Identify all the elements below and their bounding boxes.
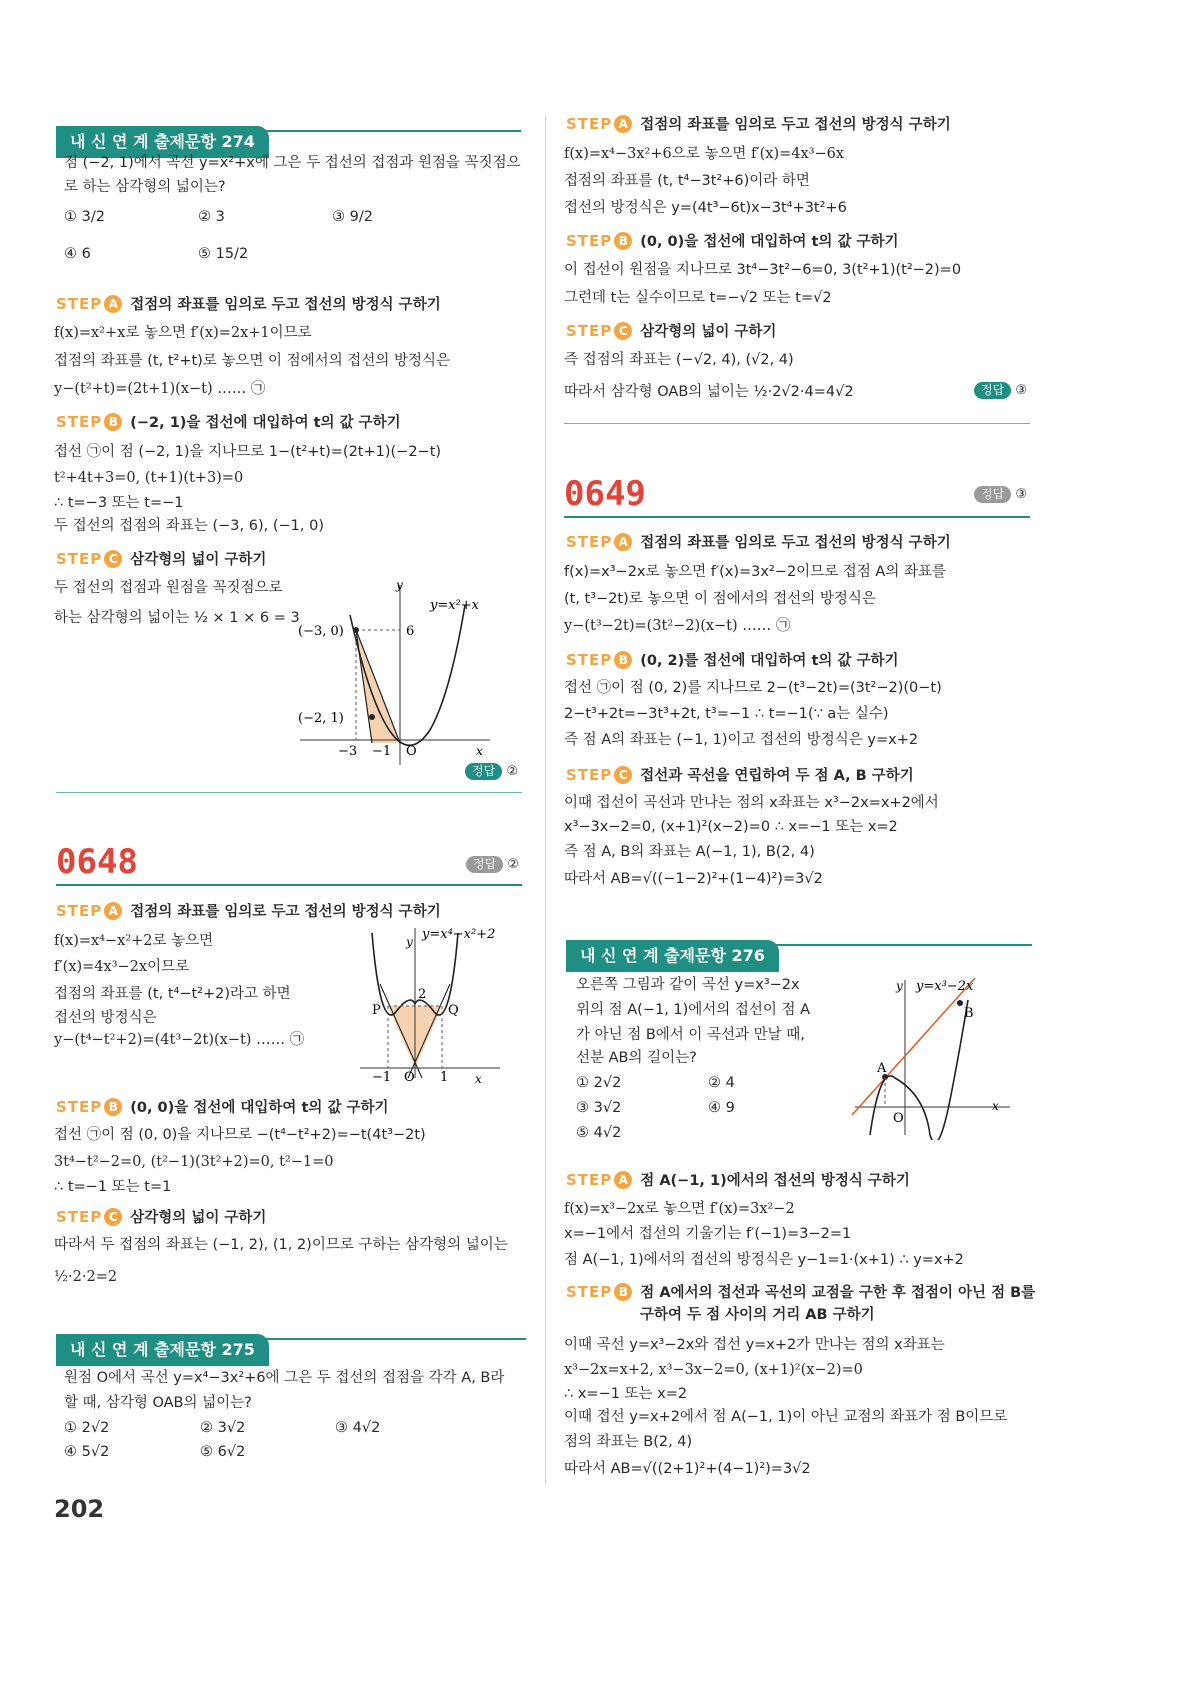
solution-line: x³−3x−2=0, (x+1)²(x−2)=0 ∴ x=−1 또는 x=2 (564, 819, 898, 835)
solution-line: f(x)=x⁴−x²+2로 놓으면 (54, 933, 214, 949)
answer-badge (466, 856, 519, 873)
solution-line: 이 접선이 원점을 지나므로 3t⁴−3t²−6=0, 3(t²+1)(t²−2)=0 (564, 262, 962, 278)
step-letter-icon: A (614, 533, 632, 551)
step-tag: STEP (566, 1171, 613, 1189)
step-tag: STEP (56, 550, 103, 568)
problem-rule (564, 516, 1030, 518)
solution-line: 즉 점 A의 좌표는 (−1, 1)이고 접선의 방정식은 y=x+2 (564, 732, 919, 748)
choice-3: ③ 9/2 (332, 209, 373, 225)
step-letter-icon: B (104, 413, 122, 431)
step-c-title (566, 319, 776, 344)
choice-1: ① 2√2 (64, 1420, 110, 1436)
problem-number: 0649 (564, 474, 646, 514)
step-c-title (56, 1205, 266, 1230)
section-divider (564, 423, 1030, 424)
solution-line: 따라서 AB=√((2+1)²+(4−1)²)=3√2 (564, 1461, 811, 1477)
step-letter-icon: B (614, 1283, 632, 1301)
step-title-text: 접점의 좌표를 임의로 두고 접선의 방정식 구하기 (130, 904, 441, 920)
graph-274 (290, 575, 510, 770)
solution-line: 그런데 t는 실수이므로 t=−√2 또는 t=√2 (564, 290, 832, 306)
step-a-title (566, 530, 951, 555)
choice-3: ③ 4√2 (335, 1420, 381, 1436)
solution-line: f(x)=x⁴−3x²+6으로 놓으면 f′(x)=4x³−6x (564, 146, 845, 162)
choice-3: ③ 3√2 (576, 1100, 622, 1116)
solution-line: 접선 ㉠이 점 (0, 2)를 지나므로 2−(t³−2t)=(3t²−2)(0−t) (564, 680, 942, 696)
solution-line: 즉 접점의 좌표는 (−√2, 4), (√2, 4) (564, 352, 794, 368)
origin-label: O (893, 1111, 904, 1126)
step-a-title (56, 292, 441, 317)
solution-line: 따라서 AB=√((−1−2)²+(1−4)²)=3√2 (564, 871, 823, 887)
question-line: 오른쪽 그림과 같이 곡선 y=x³−2x (576, 977, 800, 993)
solution-line: f(x)=x²+x로 놓으면 f′(x)=2x+1이므로 (54, 325, 312, 341)
step-letter-icon: A (104, 295, 122, 313)
curve-label: y=x²+x (430, 598, 480, 613)
solution-line: y−(t⁴−t²+2)=(4t³−2t)(x−t) …… ㉠ (54, 1032, 305, 1048)
origin-label: O (404, 1070, 415, 1083)
tick-label: 2 (418, 987, 427, 1002)
tick-label: −1 (372, 744, 392, 759)
step-tag: STEP (56, 1208, 103, 1226)
step-c-title (566, 763, 914, 788)
point-label: A (877, 1061, 887, 1076)
step-tag: STEP (566, 1283, 613, 1301)
step-title-text: 삼각형의 넓이 구하기 (130, 552, 267, 568)
solution-line: 이때 접선 y=x+2에서 점 A(−1, 1)이 아닌 교점의 좌표가 점 B이므로 (564, 1409, 1008, 1425)
solution-line: 하는 삼각형의 넓이는 ½ × 1 × 6 = 3 (54, 610, 300, 626)
column-divider (545, 115, 546, 1485)
solution-line: 2−t³+2t=−3t³+2t, t³=−1 ∴ t=−1(∵ a는 실수) (564, 706, 889, 722)
page-number: 202 (54, 1495, 105, 1523)
step-tag: STEP (566, 232, 613, 250)
step-letter-icon: C (614, 322, 632, 340)
step-tag: STEP (566, 766, 613, 784)
solution-line: t²+4t+3=0, (t+1)(t+3)=0 (54, 470, 244, 486)
point-label: B (964, 1006, 974, 1021)
solution-line: f(x)=x³−2x로 놓으면 f′(x)=3x²−2 (564, 1201, 795, 1217)
step-title-text: 점 A에서의 접선과 곡선의 교점을 구한 후 접점이 아닌 점 B를 (640, 1285, 1036, 1301)
solution-line: 두 접선의 접점의 좌표는 (−3, 6), (−1, 0) (54, 518, 324, 534)
tick-label: −3 (338, 744, 358, 759)
question-line: 원점 O에서 곡선 y=x⁴−3x²+6에 그은 두 접선의 접점을 각각 A, B라 (64, 1370, 505, 1386)
step-title-text: (0, 2)를 접선에 대입하여 t의 값 구하기 (640, 653, 899, 669)
step-a-title (566, 1168, 910, 1193)
step-title-text: 삼각형의 넓이 구하기 (640, 324, 777, 340)
choice-2: ② 3√2 (200, 1420, 246, 1436)
answer-value: ② (506, 764, 518, 779)
solution-line: 두 접선의 접점과 원점을 꼭짓점으로 (54, 580, 283, 596)
point-label: Q (448, 1003, 459, 1018)
tick-label: 1 (440, 1070, 449, 1083)
step-b-title (566, 229, 899, 254)
answer-label: 정답 (465, 763, 502, 780)
step-a-title (566, 112, 951, 137)
answer-badge (465, 763, 518, 780)
problem-275-banner (56, 1334, 526, 1368)
step-b-title (566, 1280, 1035, 1305)
step-title-text: 점 A(−1, 1)에서의 접선의 방정식 구하기 (640, 1173, 910, 1189)
banner-label: 내 신 연 계 출제문항 275 (56, 1334, 269, 1366)
step-letter-icon: A (614, 115, 632, 133)
step-letter-icon: C (614, 766, 632, 784)
solution-line: 점 A(−1, 1)에서의 접선의 방정식은 y−1=1·(x+1) ∴ y=x+2 (564, 1252, 964, 1268)
answer-value: ② (507, 857, 519, 872)
step-b-title (566, 648, 899, 673)
y-axis-label: y (896, 979, 903, 993)
y-axis-label: y (396, 578, 403, 592)
step-title-text: 접선과 곡선을 연립하여 두 점 A, B 구하기 (640, 768, 914, 784)
choice-4: ④ 9 (708, 1100, 735, 1116)
answer-badge (974, 486, 1027, 503)
banner-label: 내 신 연 계 출제문항 274 (56, 126, 269, 158)
choice-5: ⑤ 6√2 (200, 1444, 246, 1460)
answer-label: 정답 (974, 382, 1011, 399)
solution-line: 이때 곡선 y=x³−2x와 접선 y=x+2가 만나는 점의 x좌표는 (564, 1337, 945, 1353)
solution-line: f(x)=x³−2x로 놓으면 f′(x)=3x²−2이므로 접점 A의 좌표를 (564, 564, 946, 580)
step-tag: STEP (56, 902, 103, 920)
step-title-text: (0, 0)을 접선에 대입하여 t의 값 구하기 (130, 1100, 389, 1116)
answer-value: ③ (1015, 383, 1027, 398)
solution-line: y−(t²+t)=(2t+1)(x−t) …… ㉠ (54, 381, 266, 397)
curve-label: y=x⁴−x²+2 (422, 927, 496, 942)
problem-rule (56, 884, 522, 886)
step-tag: STEP (566, 651, 613, 669)
solution-line: 접점의 좌표를 (t, t²+t)로 놓으면 이 점에서의 접선의 방정식은 (54, 353, 450, 369)
section-divider (56, 792, 522, 793)
solution-line: f′(x)=4x³−2x이므로 (54, 959, 190, 975)
x-axis-label: x (475, 1072, 482, 1083)
point-label: (−3, 0) (298, 624, 344, 639)
solution-line: 따라서 삼각형 OAB의 넓이는 ½·2√2·4=4√2 (564, 384, 854, 400)
step-tag: STEP (56, 1098, 103, 1116)
banner-rule (256, 1338, 526, 1340)
tick-label: 6 (406, 624, 415, 639)
point (369, 714, 375, 720)
solution-line: 접선 ㉠이 점 (−2, 1)을 지나므로 1−(t²+t)=(2t+1)(−2−t) (54, 444, 442, 460)
choice-5: ⑤ 15/2 (198, 246, 249, 262)
curve-label: y=x³−2x (916, 979, 974, 994)
step-b-title (56, 410, 401, 435)
step-tag: STEP (56, 413, 103, 431)
point (353, 627, 359, 633)
solution-line: 접선의 방정식은 y=(4t³−6t)x−3t⁴+3t²+6 (564, 200, 847, 216)
step-tag: STEP (566, 322, 613, 340)
answer-label: 정답 (974, 486, 1011, 503)
point-label: P (372, 1003, 381, 1018)
solution-line: 3t⁴−t²−2=0, (t²−1)(3t²+2)=0, t²−1=0 (54, 1154, 334, 1170)
question-line: 선분 AB의 길이는? (576, 1050, 697, 1066)
graph-648 (350, 918, 525, 1083)
choice-2: ② 3 (198, 209, 225, 225)
choice-1: ① 2√2 (576, 1075, 622, 1091)
step-title-text: (0, 0)을 접선에 대입하여 t의 값 구하기 (640, 234, 899, 250)
x-axis-label: x (992, 1099, 999, 1113)
answer-value: ③ (1015, 487, 1027, 502)
step-title-text: 접점의 좌표를 임의로 두고 접선의 방정식 구하기 (130, 297, 441, 313)
step-title-text: 접점의 좌표를 임의로 두고 접선의 방정식 구하기 (640, 535, 951, 551)
step-letter-icon: A (614, 1171, 632, 1189)
point-label: (−2, 1) (298, 711, 344, 726)
step-letter-icon: B (614, 232, 632, 250)
solution-line: x³−2x=x+2, x³−3x−2=0, (x+1)²(x−2)=0 (564, 1362, 863, 1378)
y-axis-label: y (406, 935, 413, 949)
step-letter-icon: C (104, 550, 122, 568)
question-line: 로 하는 삼각형의 넓이는? (64, 179, 226, 195)
choice-4: ④ 5√2 (64, 1444, 110, 1460)
step-title-text: 삼각형의 넓이 구하기 (130, 1210, 267, 1226)
solution-line: (t, t³−2t)로 놓으면 이 점에서의 접선의 방정식은 (564, 591, 876, 607)
question-line: 가 아닌 점 B에서 이 곡선과 만날 때, (576, 1027, 805, 1043)
solution-line: x=−1에서 접선의 기울기는 f′(−1)=3−2=1 (564, 1226, 852, 1242)
solution-line: ½·2·2=2 (54, 1269, 118, 1285)
problem-number: 0648 (56, 842, 138, 882)
step-tag: STEP (56, 295, 103, 313)
solution-line: 접점의 좌표를 (t, t⁴−3t²+6)이라 하면 (564, 173, 810, 189)
point-b (957, 1000, 963, 1006)
solution-line: ∴ t=−3 또는 t=−1 (54, 495, 184, 511)
solution-line: 즉 점 A, B의 좌표는 A(−1, 1), B(2, 4) (564, 844, 815, 860)
step-b-title (56, 1095, 389, 1120)
step-c-title (56, 547, 266, 572)
step-b-title-cont: 구하여 두 점 사이의 거리 AB 구하기 (640, 1307, 875, 1323)
banner-rule (766, 944, 1032, 946)
origin-label: O (406, 744, 417, 759)
solution-line: 접선의 방정식은 (54, 1010, 157, 1026)
x-axis-label: x (476, 744, 483, 758)
step-letter-icon: B (614, 651, 632, 669)
solution-line: ∴ x=−1 또는 x=2 (564, 1386, 688, 1402)
problem-276-banner (566, 940, 1032, 974)
solution-line: 이때 접선이 곡선과 만나는 점의 x좌표는 x³−2x=x+2에서 (564, 795, 939, 811)
question-line: 점 (−2, 1)에서 곡선 y=x²+x에 그은 두 접선의 접점과 원점을 꼭짓점으 (64, 155, 521, 171)
solution-line: y−(t³−2t)=(3t²−2)(x−t) …… ㉠ (564, 618, 791, 634)
choice-5: ⑤ 4√2 (576, 1125, 622, 1141)
solution-line: 접점의 좌표를 (t, t⁴−t²+2)라고 하면 (54, 986, 291, 1002)
choice-1: ① 3/2 (64, 209, 105, 225)
question-line: 위의 점 A(−1, 1)에서의 접선이 점 A (576, 1002, 811, 1018)
step-tag: STEP (566, 533, 613, 551)
solution-line: 점의 좌표는 B(2, 4) (564, 1434, 693, 1450)
banner-label: 내 신 연 계 출제문항 276 (566, 940, 779, 972)
step-title-text: 접점의 좌표를 임의로 두고 접선의 방정식 구하기 (640, 117, 951, 133)
choice-2: ② 4 (708, 1075, 735, 1091)
choice-4: ④ 6 (64, 246, 91, 262)
answer-badge (974, 382, 1027, 399)
solution-line: 접선 ㉠이 점 (0, 0)을 지나므로 −(t⁴−t²+2)=−t(4t³−2t) (54, 1127, 426, 1143)
answer-label: 정답 (466, 856, 503, 873)
step-letter-icon: C (104, 1208, 122, 1226)
solution-line: ∴ t=−1 또는 t=1 (54, 1179, 172, 1195)
banner-rule (256, 130, 521, 132)
step-letter-icon: A (104, 902, 122, 920)
step-letter-icon: B (104, 1098, 122, 1116)
graph-276 (840, 970, 1020, 1140)
step-title-text: (−2, 1)을 접선에 대입하여 t의 값 구하기 (130, 415, 401, 431)
solution-line: 따라서 두 접점의 좌표는 (−1, 2), (1, 2)이므로 구하는 삼각형의 넓이는 (54, 1237, 508, 1253)
question-line: 할 때, 삼각형 OAB의 넓이는? (64, 1395, 252, 1411)
step-tag: STEP (566, 115, 613, 133)
tick-label: −1 (372, 1070, 392, 1083)
